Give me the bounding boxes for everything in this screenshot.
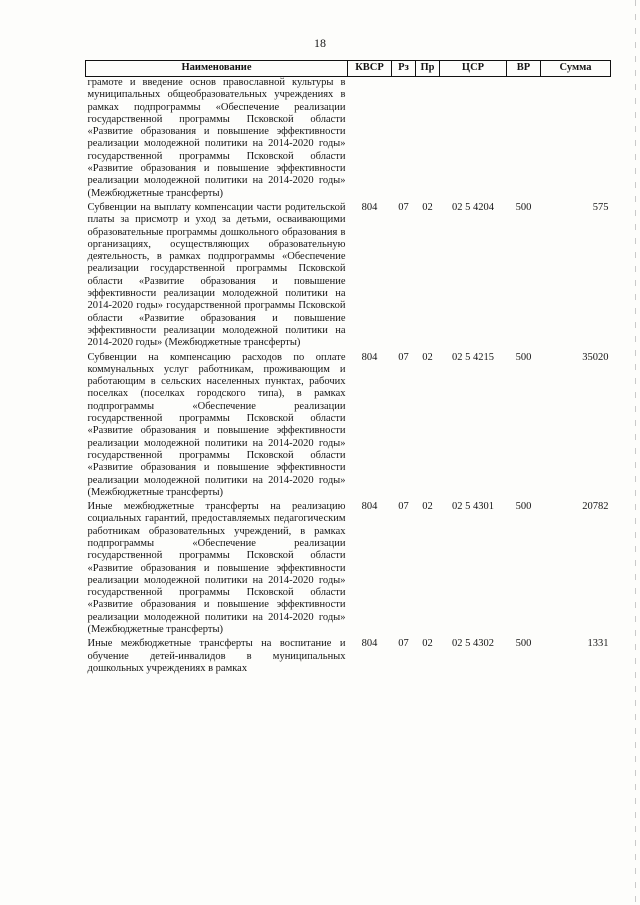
- header-pr: Пр: [416, 61, 440, 77]
- row-sum: 35020: [582, 351, 609, 363]
- header-sum: Сумма: [541, 61, 611, 77]
- row-vr: [507, 77, 541, 202]
- row-rz: 07: [398, 638, 409, 650]
- row-kvsr: 804: [361, 201, 378, 213]
- row-vr: 500: [515, 501, 532, 513]
- row-pr: 02: [422, 638, 433, 650]
- row-name: Субвенции на компенсацию расходов по оплате коммунальных услуг работникам, проживающим и работающим в сельских населенных пунктах, рабочих поселках (поселках городского типа), в рамках подпрограммы «Обеспечение реализации государственной программы Псковской области «Развитие образования и повышение эффективности реализации молодежной политики на 2014-2020 годы» государственной программы Псковской области «Развитие образования и повышение эффективности реализации молодежной политики на 2014-2020 годы» (Межбюджетные трансферты): [87, 351, 346, 498]
- row-rz: 07: [398, 351, 409, 363]
- row-name: Субвенции на выплату компенсации части родительской платы за присмотр и уход за детьми, осваивающими образовательные программы дошкольного образования в организациях, осуществляющих образовательную деятельность, в рамках подпрограммы «Обеспечение реализации государственной программы Псковской области «Развитие образования и повышение эффективности реализации молодежной политики на 2014-2020 годы» государственной программы Псковской области «Развитие образования и повышение эффективности реализации молодежной политики на 2014-2020 годы» (Межбюджетные трансферты): [87, 201, 346, 349]
- row-pr: 02: [422, 201, 433, 213]
- table-row: [86, 352, 611, 502]
- header-kvsr: КВСР: [348, 61, 392, 77]
- row-sum: 575: [592, 201, 609, 213]
- row-kvsr: 804: [361, 351, 378, 363]
- row-csr: [440, 77, 507, 202]
- header-name: Наименование: [86, 61, 348, 77]
- scan-edge-mark: [635, 0, 636, 905]
- row-name: Иные межбюджетные трансферты на воспитание и обучение детей-инвалидов в муниципальных дошкольных учреждениях в рамках: [87, 638, 346, 674]
- row-pr: 02: [422, 501, 433, 513]
- budget-table: [85, 60, 611, 677]
- row-vr: 500: [515, 351, 532, 363]
- row-csr: 02 5 4301: [452, 501, 494, 513]
- row-kvsr: 804: [361, 638, 378, 650]
- row-pr: 02: [422, 351, 433, 363]
- table-row: [86, 638, 611, 677]
- row-kvsr: [348, 77, 392, 202]
- row-vr: 500: [515, 201, 532, 213]
- page-number: 18: [314, 36, 326, 50]
- row-csr: 02 5 4204: [452, 201, 494, 213]
- row-sum: 1331: [587, 638, 609, 650]
- header-rz: Рз: [392, 61, 416, 77]
- row-csr: 02 5 4215: [452, 351, 494, 363]
- row-csr: 02 5 4302: [452, 638, 494, 650]
- row-sum: [541, 77, 611, 202]
- row-rz: 07: [398, 501, 409, 513]
- row-name: грамоте и введение основ православной культуры в муниципальных общеобразовательных учреждениях в рамках подпрограммы «Обеспечение реализации государственной программы Псковской области «Развитие образования и повышение эффективности реализации молодежной политики на 2014-2020 годы» государственной программы Псковской области «Развитие образования и повышение эффективности реализации молодежной политики на 2014-2020 годы» (Межбюджетные трансферты): [87, 77, 346, 199]
- table-header-row: [86, 61, 611, 77]
- row-rz: 07: [398, 201, 409, 213]
- table-row: [86, 501, 611, 638]
- header-csr: ЦСР: [440, 61, 507, 77]
- row-pr: [416, 77, 440, 202]
- row-name: Иные межбюджетные трансферты на реализацию социальных гарантий, предоставляемых педагогическим работникам образовательных учреждений, в рамках подпрограммы «Обеспечение реализации государственной программы Псковской области «Развитие образования и повышение эффективности реализации молодежной политики на 2014-2020 годы» государственной программы Псковской области «Развитие образования и повышение эффективности реализации молодежной политики на 2014-2020 годы» (Межбюджетные трансферты): [87, 501, 346, 636]
- table-row: [86, 202, 611, 352]
- row-vr: 500: [515, 638, 532, 650]
- row-sum: 20782: [582, 501, 609, 513]
- row-kvsr: 804: [361, 501, 378, 513]
- table-row: [86, 77, 611, 202]
- header-vr: ВР: [507, 61, 541, 77]
- row-rz: [392, 77, 416, 202]
